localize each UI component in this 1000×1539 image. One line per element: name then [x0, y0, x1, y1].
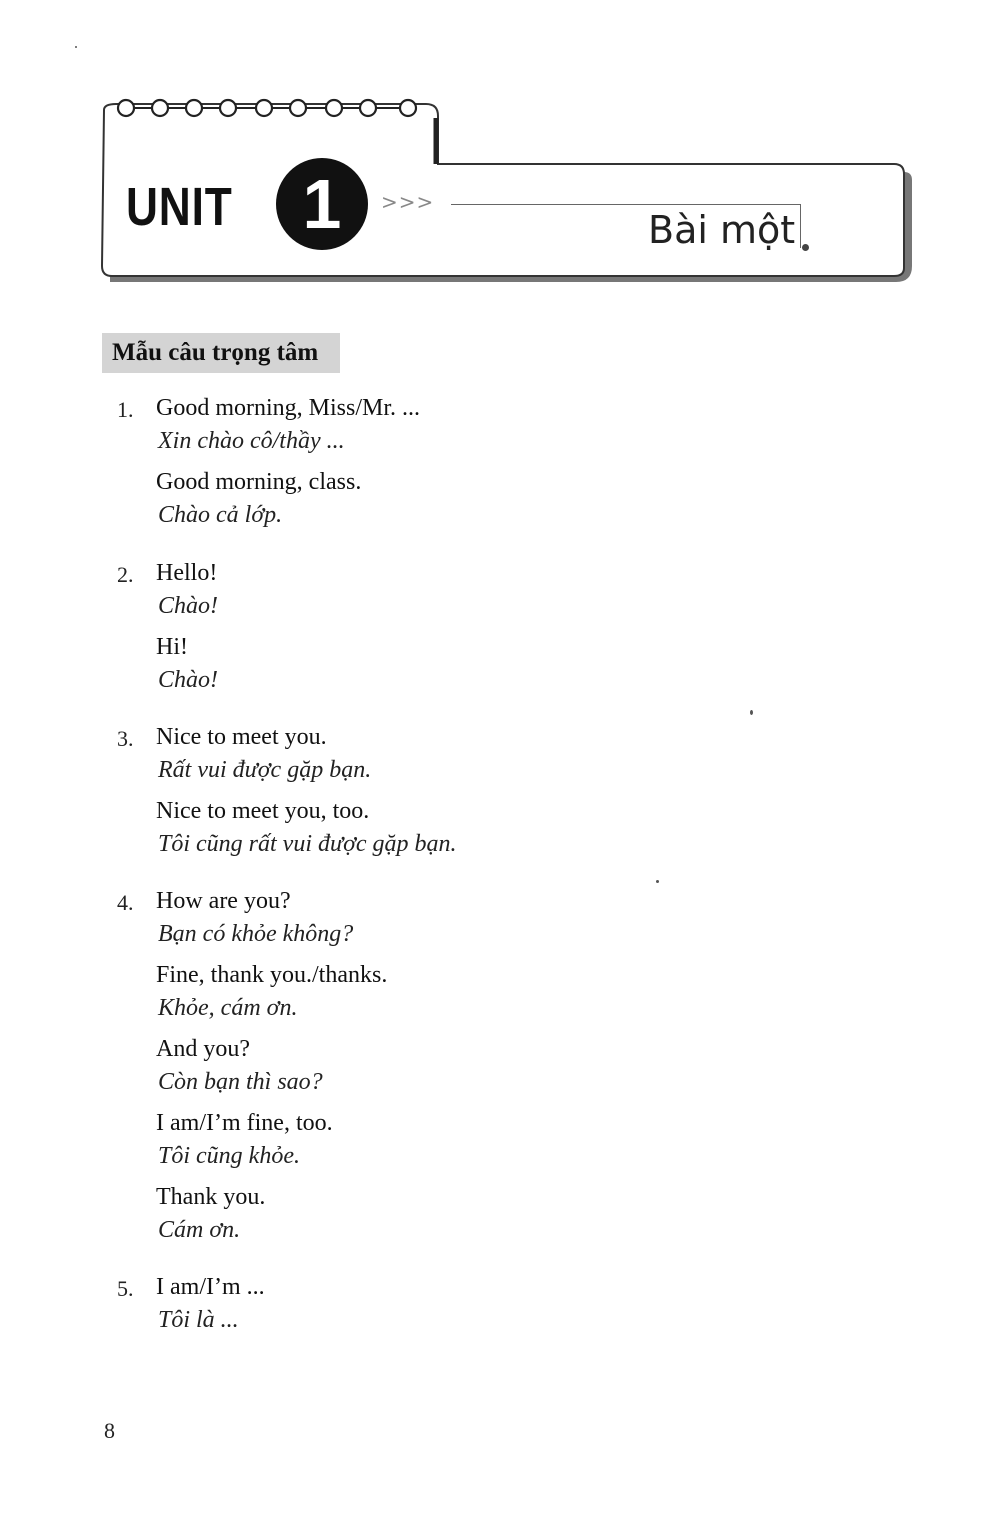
vietnamese-translation: Tôi cũng khỏe. [158, 1143, 300, 1169]
vietnamese-translation: Tôi là ... [158, 1307, 239, 1333]
unit-label: UNIT [126, 177, 233, 237]
scan-speck [75, 46, 77, 48]
unit-divider-vertical [800, 204, 801, 248]
unit-subtitle: Bài một [648, 208, 796, 252]
unit-dot [802, 244, 809, 251]
vietnamese-translation: Chào! [158, 667, 218, 693]
vietnamese-translation: Tôi cũng rất vui được gặp bạn. [158, 831, 457, 857]
english-sentence: Nice to meet you, too. [156, 798, 370, 824]
english-sentence: Nice to meet you. [156, 724, 327, 750]
item-number: 4. [117, 890, 134, 915]
item-number: 5. [117, 1276, 134, 1301]
item-number: 3. [117, 726, 134, 751]
english-sentence: I am/I’m fine, too. [156, 1110, 333, 1136]
vietnamese-translation: Rất vui được gặp bạn. [158, 757, 372, 783]
english-sentence: Hello! [156, 560, 218, 586]
english-sentence: Good morning, class. [156, 469, 362, 495]
vietnamese-translation: Khỏe, cám ơn. [158, 995, 298, 1021]
vietnamese-translation: Cám ơn. [158, 1217, 241, 1243]
section-heading [102, 333, 340, 373]
english-sentence: And you? [156, 1036, 250, 1062]
item-number: 2. [117, 562, 134, 587]
english-sentence: I am/I’m ... [156, 1274, 265, 1300]
vietnamese-translation: Xin chào cô/thầy ... [158, 428, 345, 454]
unit-divider [451, 204, 801, 205]
unit-banner [96, 96, 914, 290]
vietnamese-translation: Còn bạn thì sao? [158, 1069, 323, 1095]
unit-arrows: >>> [381, 190, 435, 214]
english-sentence: Thank you. [156, 1184, 266, 1210]
unit-number-badge: 1 [276, 158, 368, 250]
scan-speck [750, 710, 753, 715]
section-heading-text: Mẫu câu trọng tâm [112, 339, 319, 366]
english-sentence: Fine, thank you./thanks. [156, 962, 388, 988]
vietnamese-translation: Bạn có khỏe không? [158, 921, 354, 947]
english-sentence: Hi! [156, 634, 188, 660]
item-number: 1. [117, 397, 134, 422]
page-number: 8 [104, 1418, 115, 1443]
scan-speck [656, 880, 659, 883]
vietnamese-translation: Chào! [158, 593, 218, 619]
vietnamese-translation: Chào cả lớp. [158, 502, 283, 528]
english-sentence: How are you? [156, 888, 291, 914]
english-sentence: Good morning, Miss/Mr. ... [156, 395, 421, 421]
